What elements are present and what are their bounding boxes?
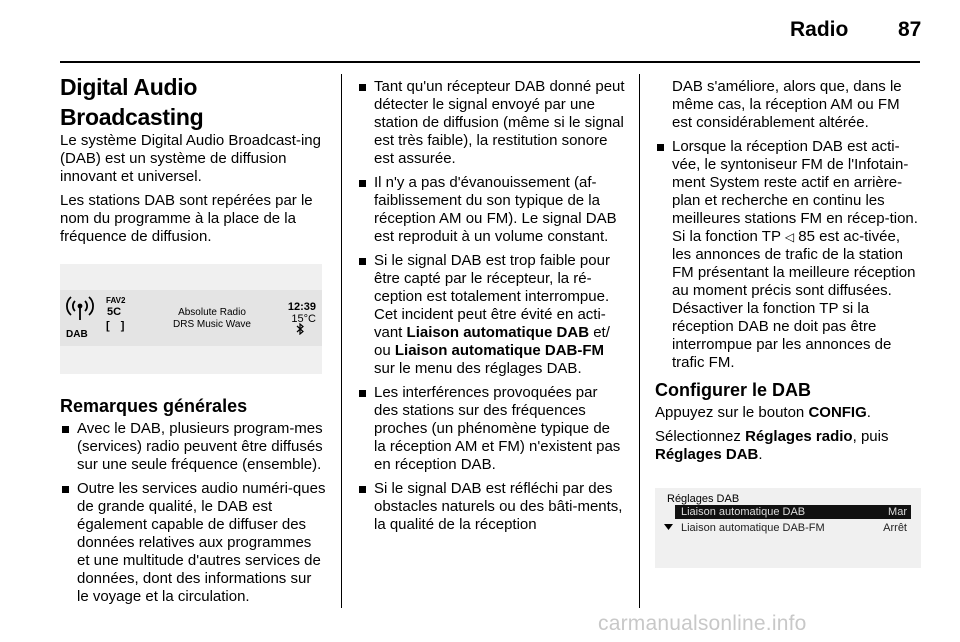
paragraph: Sélectionnez Réglages radio, puis Réglages DAB. <box>655 428 889 463</box>
list-item: Si le signal DAB est trop faible pour être capté par le récepteur, la ré-ception est totalement interrompue. Cet incident peut être évité en acti-vant Liaison automatique DAB et/ ou Liaison automatique DAB-FM sur le menu des réglages DAB. <box>357 252 625 378</box>
bullet-list <box>655 138 923 372</box>
paragraph: Appuyez sur le bouton CONFIG. <box>655 404 871 421</box>
watermark: carmanualsonline.info <box>598 612 807 635</box>
paragraph: Les stations DAB sont repérées par le nom du programme à la place de la fréquence de diffusion. <box>60 192 313 245</box>
down-arrow-icon <box>664 524 673 530</box>
paragraph: Le système Digital Audio Broadcast-ing (DAB) est un système de diffusion innovant et universel. <box>60 132 321 185</box>
dab-label: DAB <box>66 329 88 340</box>
column-separator <box>639 74 640 608</box>
bracket-indicator: [ ] <box>106 320 129 332</box>
list-item: Avec le DAB, plusieurs program-mes (services) radio peuvent être diffusés sur une seule fréquence (ensemble). <box>60 420 326 474</box>
menu-row-selected: Liaison automatique DAB Mar <box>675 505 911 519</box>
column-3 <box>655 78 923 568</box>
station-text: DRS Music Wave <box>173 319 251 330</box>
station-name: Absolute Radio <box>178 307 246 318</box>
radio-display-illustration <box>60 264 322 374</box>
page-reference: 85 est ac-tivée, les annonces de trafic de la station FM présentant la meilleure réception au moment précis sont diffusées. Désactiver la fonction TP si la réception DAB ne doit pas être interrompue par les annonces de trafic FM. <box>672 228 916 371</box>
bullet-list <box>357 78 625 534</box>
section-title: Radio <box>790 18 849 41</box>
heading-remarks: Remarques générales <box>60 396 248 416</box>
list-item: Tant qu'un récepteur DAB donné peut détecter le signal envoyé par une station de diffusion (même si le signal est très faible), la restitution sonore est assurée. <box>357 78 625 168</box>
list-item: Outre les services audio numéri-ques de grande qualité, le DAB est également capable de diffuser des données relatives aux programmes et une multitude d'autres services de données, dont des informations sur le voyage et la circulation. <box>60 480 326 606</box>
list-item: Lorsque la réception DAB est acti-vée, le syntoniseur FM de l'Infotain-ment System reste actif en arrière-plan et recherche en continu les meilleures stations FM en récep-tion. Si la fonction TP ◁ 85 est ac-tivée, les annonces de trafic de la station FM présentant la meilleure réception au moment précis sont diffusées. Désactiver la fonction TP si la réception DAB ne doit pas être interrompue par les annonces de trafic FM. <box>655 138 923 372</box>
clock: 12:39 <box>287 301 316 313</box>
bold-term: Liaison automatique DAB-FM <box>394 342 605 359</box>
display-screen <box>60 290 322 346</box>
page-reference-arrow-icon: ◁ <box>784 230 795 244</box>
column-separator <box>341 74 342 608</box>
header-rule <box>60 61 920 63</box>
list-item: Il n'y a pas d'évanouissement (af-faiblissement du son typique de la réception AM ou FM). Le signal DAB est reproduit à un volume constant. <box>357 174 625 246</box>
menu-row: Liaison automatique DAB-FM Arrêt <box>681 522 907 534</box>
list-item: Les interférences provoquées par des stations sur des fréquences proches (un phénomène typique de la réception AM et FM) n'existent pas en réception DAB. <box>357 384 625 474</box>
list-item: Si le signal DAB est réfléchi par des obstacles naturels ou des bâti-ments, la qualité de la réception <box>357 480 625 534</box>
menu-row-value: Mar <box>888 506 907 518</box>
bold-term: Liaison automatique DAB <box>406 324 590 341</box>
temperature: 15°C <box>291 313 316 325</box>
bold-term: CONFIG <box>808 404 867 421</box>
menu-display-illustration <box>655 488 921 568</box>
heading-dab: Digital Audio Broadcasting <box>60 74 204 130</box>
column-2 <box>357 78 625 540</box>
bold-term: Réglages radio <box>745 428 853 445</box>
bullet-list <box>60 420 326 606</box>
bold-term: Réglages DAB <box>655 446 759 463</box>
paragraph-continued: DAB s'améliore, alors que, dans le même cas, la réception AM ou FM est considérablement altérée. <box>672 78 902 131</box>
heading-configure: Configurer le DAB <box>655 380 812 400</box>
menu-title: Réglages DAB <box>667 493 740 505</box>
page-number: 87 <box>898 18 922 41</box>
antenna-icon <box>66 294 94 322</box>
bluetooth-icon <box>296 323 304 335</box>
favourite-label: FAV2 <box>106 296 126 305</box>
column-1 <box>60 72 326 612</box>
channel-label: 5C <box>107 306 122 318</box>
menu-row-value: Arrêt <box>883 522 907 534</box>
